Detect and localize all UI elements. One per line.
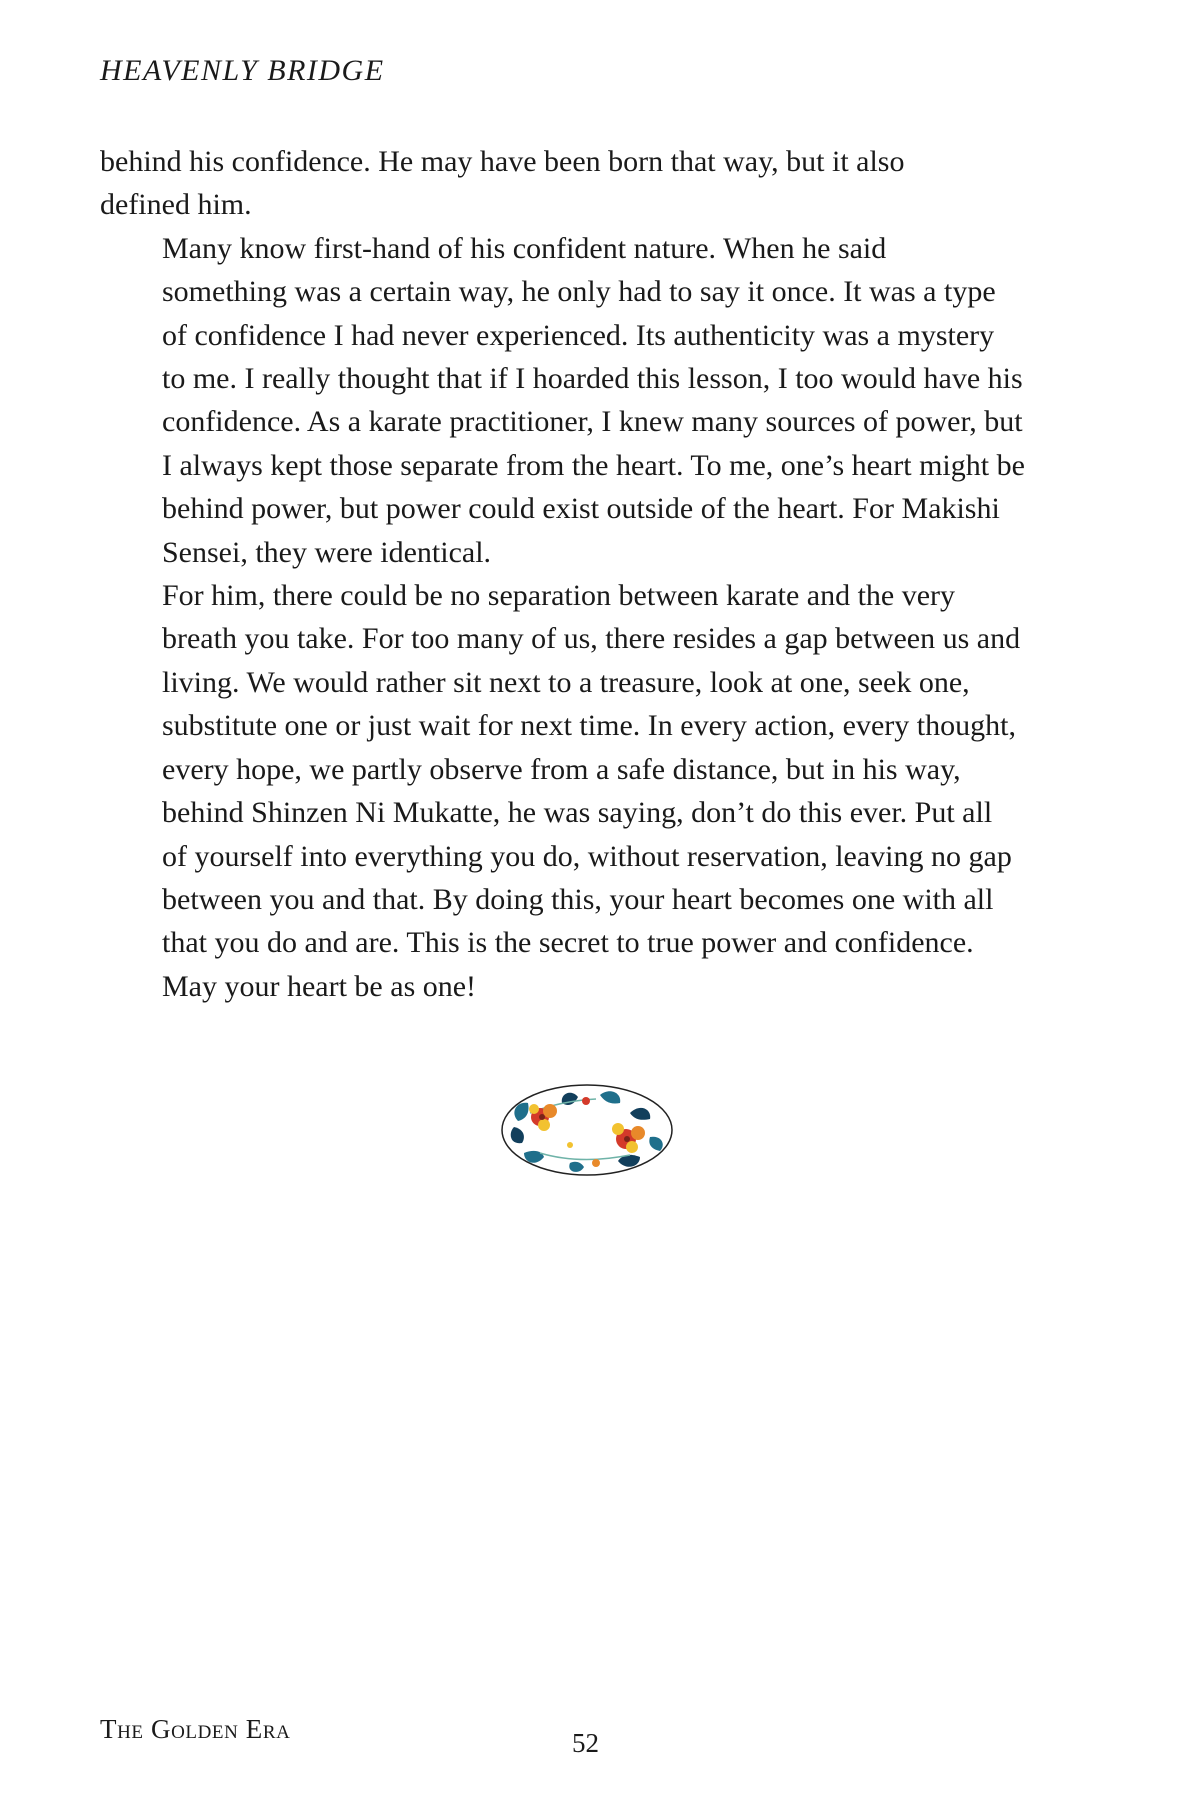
text-line: Sensei, they were identical.: [162, 535, 492, 569]
text-line: behind power, but power could exist outside of the heart. For Makishi: [162, 492, 1000, 526]
text-line: between you and that. By doing this, your heart becomes one with all: [162, 882, 994, 916]
text-line: of confidence I had never experienced. Its authenticity was a mystery: [162, 318, 995, 352]
running-foot-section-title: The Golden Era: [100, 1714, 291, 1744]
text-line: every hope, we partly observe from a safe distance, but in his way,: [162, 752, 961, 786]
paragraph: [100, 965, 1080, 1008]
text-line: something was a certain way, he only had to say it once. It was a type: [162, 275, 996, 309]
text-line: For him, there could be no separation between karate and the very: [162, 579, 956, 613]
floral-oval-ornament-icon: [500, 1083, 674, 1177]
text-line: Many know first-hand of his confident nature. When he said: [162, 231, 887, 265]
body-text: [100, 140, 1080, 1008]
paragraph: [100, 574, 1080, 965]
text-line: confidence. As a karate practitioner, I knew many sources of power, but: [162, 405, 1023, 439]
text-line: substitute one or just wait for next time. In every action, every thought,: [162, 709, 1016, 743]
paragraph: [100, 227, 1080, 574]
text-line: living. We would rather sit next to a treasure, look at one, seek one,: [162, 665, 970, 699]
text-line: of yourself into everything you do, without reservation, leaving no gap: [162, 839, 1012, 873]
text-line: breath you take. For too many of us, there resides a gap between us and: [162, 622, 1021, 656]
paragraph: [100, 140, 1080, 227]
text-line: behind Shinzen Ni Mukatte, he was saying, don’t do this ever. Put all: [162, 796, 993, 830]
page-number: 52: [572, 1728, 599, 1758]
text-line: to me. I really thought that if I hoarded this lesson, I too would have his: [162, 362, 1023, 396]
running-head-title: HEAVENLY BRIDGE: [100, 54, 385, 87]
text-line: defined him.: [100, 188, 252, 222]
text-line: that you do and are. This is the secret to true power and confidence.: [162, 926, 974, 960]
text-line: I always kept those separate from the heart. To me, one’s heart might be: [162, 448, 1025, 482]
text-line: May your heart be as one!: [162, 969, 477, 1003]
text-line: behind his confidence. He may have been born that way, but it also: [100, 145, 905, 178]
